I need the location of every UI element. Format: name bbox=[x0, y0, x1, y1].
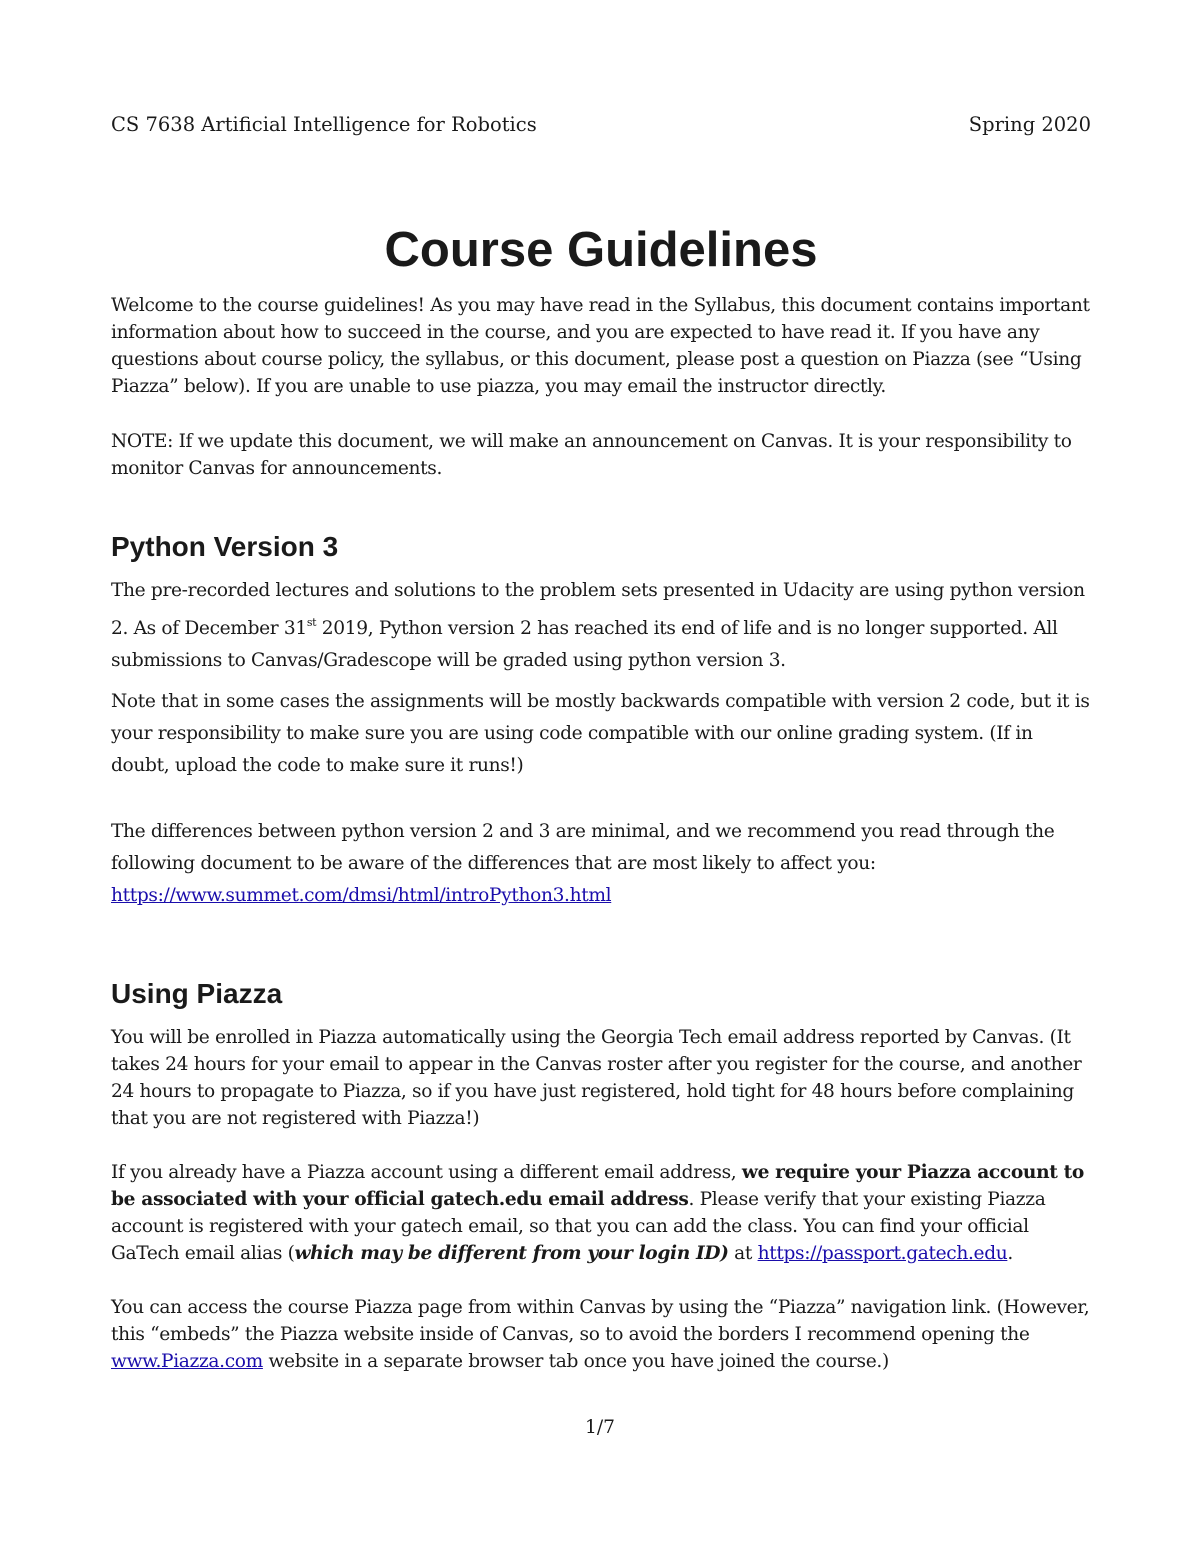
page-title: Course Guidelines bbox=[384, 223, 818, 277]
piazza-paragraph-3: You can access the course Piazza page from within Canvas by using the “Piazza” navigation link. (However, this “embeds” the Piazza website inside of Canvas, so to avoid the borders I recommend opening the www.Piazza.com website in a separate browser tab once you have joined the course.) bbox=[111, 1297, 1090, 1372]
note-paragraph: NOTE: If we update this document, we will make an announcement on Canvas. It is your responsibility to monitor Canvas for announcements. bbox=[111, 431, 1072, 479]
page-number: 1/7 bbox=[585, 1417, 615, 1438]
section-heading-piazza: Using Piazza bbox=[111, 978, 283, 1009]
section-heading-python: Python Version 3 bbox=[111, 531, 339, 562]
python-paragraph-1: The pre-recorded lectures and solutions to the problem sets presented in Udacity are using python version 2. As of December 31st 2019, Python version 2 has reached its end of life and is no longer supported. All submissions to Canvas/Gradescope will be graded using python version 3. bbox=[111, 580, 1085, 671]
piazza-paragraph-1: You will be enrolled in Piazza automatically using the Georgia Tech email address reported by Canvas. (It takes 24 hours for your email to appear in the Canvas roster after you register for the course, and another 24 hours to propagate to Piazza, so if you have just registered, hold tight for 48 hours before complaining that you are not registered with Piazza!) bbox=[111, 1027, 1082, 1129]
python-paragraph-2: Note that in some cases the assignments will be mostly backwards compatible with version 2 code, but it is your responsibility to make sure you are using code compatible with our online grading system. (If in doubt, upload the code to make sure it runs!) bbox=[111, 691, 1090, 776]
page-header bbox=[111, 108, 1091, 142]
passport-link[interactable]: https://passport.gatech.edu bbox=[757, 1243, 1008, 1264]
course-name: CS 7638 Artificial Intelligence for Robotics bbox=[111, 113, 537, 136]
piazza-website-link[interactable]: www.Piazza.com bbox=[111, 1351, 263, 1372]
python3-guide-link[interactable]: https://www.summet.com/dmsi/html/introPython3.html bbox=[111, 885, 612, 906]
intro-paragraph: Welcome to the course guidelines! As you may have read in the Syllabus, this document contains important information about how to succeed in the course, and you are expected to have read it. If you have any questions about course policy, the syllabus, or this document, please post a question on Piazza (see “Using Piazza” below). If you are unable to use piazza, you may email the instructor directly. bbox=[111, 295, 1090, 397]
piazza-paragraph-2: If you already have a Piazza account using a different email address, we require your Piazza account to be associated with your official gatech.edu email address. Please verify that your existing Piazza account is registered with your gatech email, so that you can add the class. You can find your official GaTech email alias (which may be different from your login ID) at https://passport.gatech.edu. bbox=[111, 1162, 1084, 1264]
python-paragraph-3: The differences between python version 2 and 3 are minimal, and we recommend you read through the following document to be aware of the differences that are most likely to affect you: https://www.summet.com/dmsi/html/introPython3.html bbox=[111, 821, 1055, 906]
term: Spring 2020 bbox=[968, 113, 1091, 136]
document-page bbox=[111, 108, 1091, 1372]
